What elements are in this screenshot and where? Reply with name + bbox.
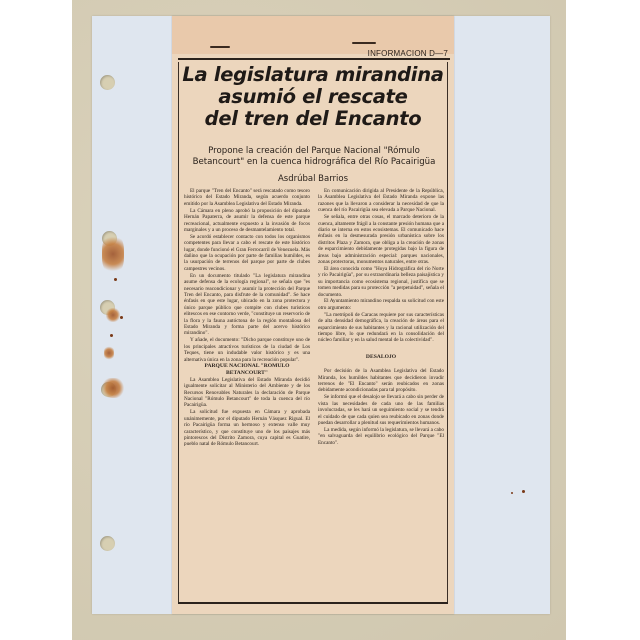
paragraph: El Ayuntamiento mirandino respalda su solicitud con este otro argumento: xyxy=(318,298,444,311)
section-subhead: DESALOJO xyxy=(365,353,397,360)
top-rule xyxy=(178,58,450,60)
paragraph: "La metrópoli de Caracas requiere por sus características de alta densidad demográfica, la creación de áreas para el esparcimiento de sus habitantes y la racional utilización del tiempo libre, lo que redundará en la consolidación del núcleo familiar y en la salud mental de la colectividad". xyxy=(318,311,444,344)
paragraph: En comunicación dirigida al Presidente de la República, la Asamblea Legislativa del Estado Miranda expone las razones que la llevaron a considerar la necesidad de que la cuenca del río Pacairigüa sea elevada a Parque Nacional. xyxy=(318,188,444,214)
byline: Asdrúbal Barrios xyxy=(277,174,349,184)
paragraph: La Asamblea Legislativa del Estado Miranda decidió igualmente solicitar al Ministerio del Ambiente y de los Recursos Renovables Naturales la declaración de Parque Nacional "Rómulo Betancourt" de toda la cuenca del río Pacairigüa. xyxy=(184,376,310,409)
section-subhead: PARQUE NACIONAL "ROMULO BETANCOURT" xyxy=(204,363,290,376)
punch-hole xyxy=(100,536,115,551)
rust-speck xyxy=(114,278,117,281)
headline-line: La legislatura mirandina xyxy=(182,63,444,86)
paragraph: El área conocida como "Hoya Hidrográfica del río Norte y río Pacairigüa", por su extraordinaria belleza paisajística y su importancia como ecosistema regional, justifica que se tomen medidas para su protección "a perpetuidad", señala el documento. xyxy=(318,265,444,298)
paragraph: La solicitud fue expuesta en Cámara y aprobada unánimemente, por el diputado Hernán Vásquez Rigual. El río Pacairigüa forma un hermoso y extenso valle muy característico, y que constituye uno de los paisajes más pintorescos del Distrito Zamora, cuya capital es Guatire, pueblo natal de Rómulo Betancourt. xyxy=(184,409,310,448)
section-label: INFORMACION D—7 xyxy=(367,49,448,58)
headline xyxy=(182,64,444,130)
rust-stain xyxy=(102,234,124,274)
rust-speck xyxy=(511,492,513,494)
newspaper-clipping xyxy=(172,16,454,614)
subheadline-line: Propone la creación del Parque Nacional "Rómulo xyxy=(208,146,420,156)
subheadline xyxy=(180,146,448,168)
paragraph: Y añade, el documento: "Dicho parque constituye uno de los principales atractivos turísticos de la ciudad de Los Teques, tiene un indudable valor histórico y es una alternativa única en la zona para la recreación popular". xyxy=(184,337,310,363)
article-body xyxy=(184,188,444,596)
headline-line: del tren del Encanto xyxy=(204,107,422,130)
ink-mark xyxy=(210,46,230,48)
rust-speck xyxy=(522,490,525,493)
rust-stain xyxy=(104,346,114,360)
paragraph: La Cámara en pleno aprobó la proposición del diputado Hernán Papaterra, de asumir la defensa de este parque recreacional, actualmente expuesto a la invasión de focos marginales y a un proceso de desmantelamiento total. xyxy=(184,207,310,233)
paragraph: Por decisión de la Asamblea Legislativa del Estado Miranda, los humildes habitantes que decidieron invadir terrenos de "El Encanto" serán reubicados en zonas debidamente acondicionadas para tal propósito. xyxy=(318,368,444,394)
headline-line: asumió el rescate xyxy=(218,85,408,108)
subheadline-line: Betancourt" en la cuenca hidrográfica del Río Pacairigüa xyxy=(192,157,436,167)
column-right xyxy=(318,188,444,596)
bottom-rule xyxy=(178,602,448,604)
paragraph: Se señala, entre otras cosas, el marcado deterioro de la cuenca, altamente frágil a la constante presión humana que a diario se interna en estos ecosistemas. El comunicado hace énfasis en la desmesurada presión urbanística sobre los distritos Plaza y Zamora, que obliga a la creación de zonas de esparcimiento debidamente protegidas bajo la figura de áreas bajo administración especial: parques nacionales, zonas protectoras, monumentos naturales, entre otras. xyxy=(318,214,444,265)
ink-mark xyxy=(352,42,376,44)
rust-stain xyxy=(102,378,124,398)
paragraph: Se informó que el desalojo se llevará a cabo sin perder de vista las necesidades de cada uno de las familias involucradas, se les hará un seguimiento social y se tendrá el cuidado de que cada quien sea reubicado en zonas donde puedan desarrollar a plenitud sus requerimientos humanos. xyxy=(318,394,444,426)
rust-stain xyxy=(106,308,120,322)
punch-hole xyxy=(100,75,115,90)
rust-speck xyxy=(110,334,113,337)
paragraph: Se acordó establecer contacto con todos los organismos competentes para llevar a cabo el rescate de este histórico lugar, donde funcionó el Gran Ferrocarril de Venezuela. Más dañino que la ocupación por parte de familias humildes, es la usurpación de terrenos del parque por parte de clubes campestres vecinos. xyxy=(184,233,310,272)
paragraph: El parque "Tren del Encanto" será rescatado como tesoro histórico del Estado Miranda, según acuerdo conjunto emitido por la Asamblea Legislativa del Estado Miranda. xyxy=(184,188,310,207)
paragraph: La medida, según informó la legislatura, se llevará a cabo "en salvaguarda del equilibrio ecológico del Parque "El Encanto". xyxy=(318,426,444,446)
column-left xyxy=(184,188,310,596)
paragraph: En un documento titulado "La legislatura mirandina asume defensa de la ecología regional", se señala que "es necesario reacondicionar y asumir la protección del Parque Tren del Encanto, para disfrute de la comunidad". Se hace énfasis en que este lugar, ubicado en la zona protectora y único parque público que compite con clubes turísticos elitescos en ese contorno verde, "constituye un reservorio de la flora y la fauna autóctona de la región montañosa del Estado Miranda y forma parte del acervo histórico mirandino". xyxy=(184,272,310,337)
rust-speck xyxy=(120,316,123,319)
